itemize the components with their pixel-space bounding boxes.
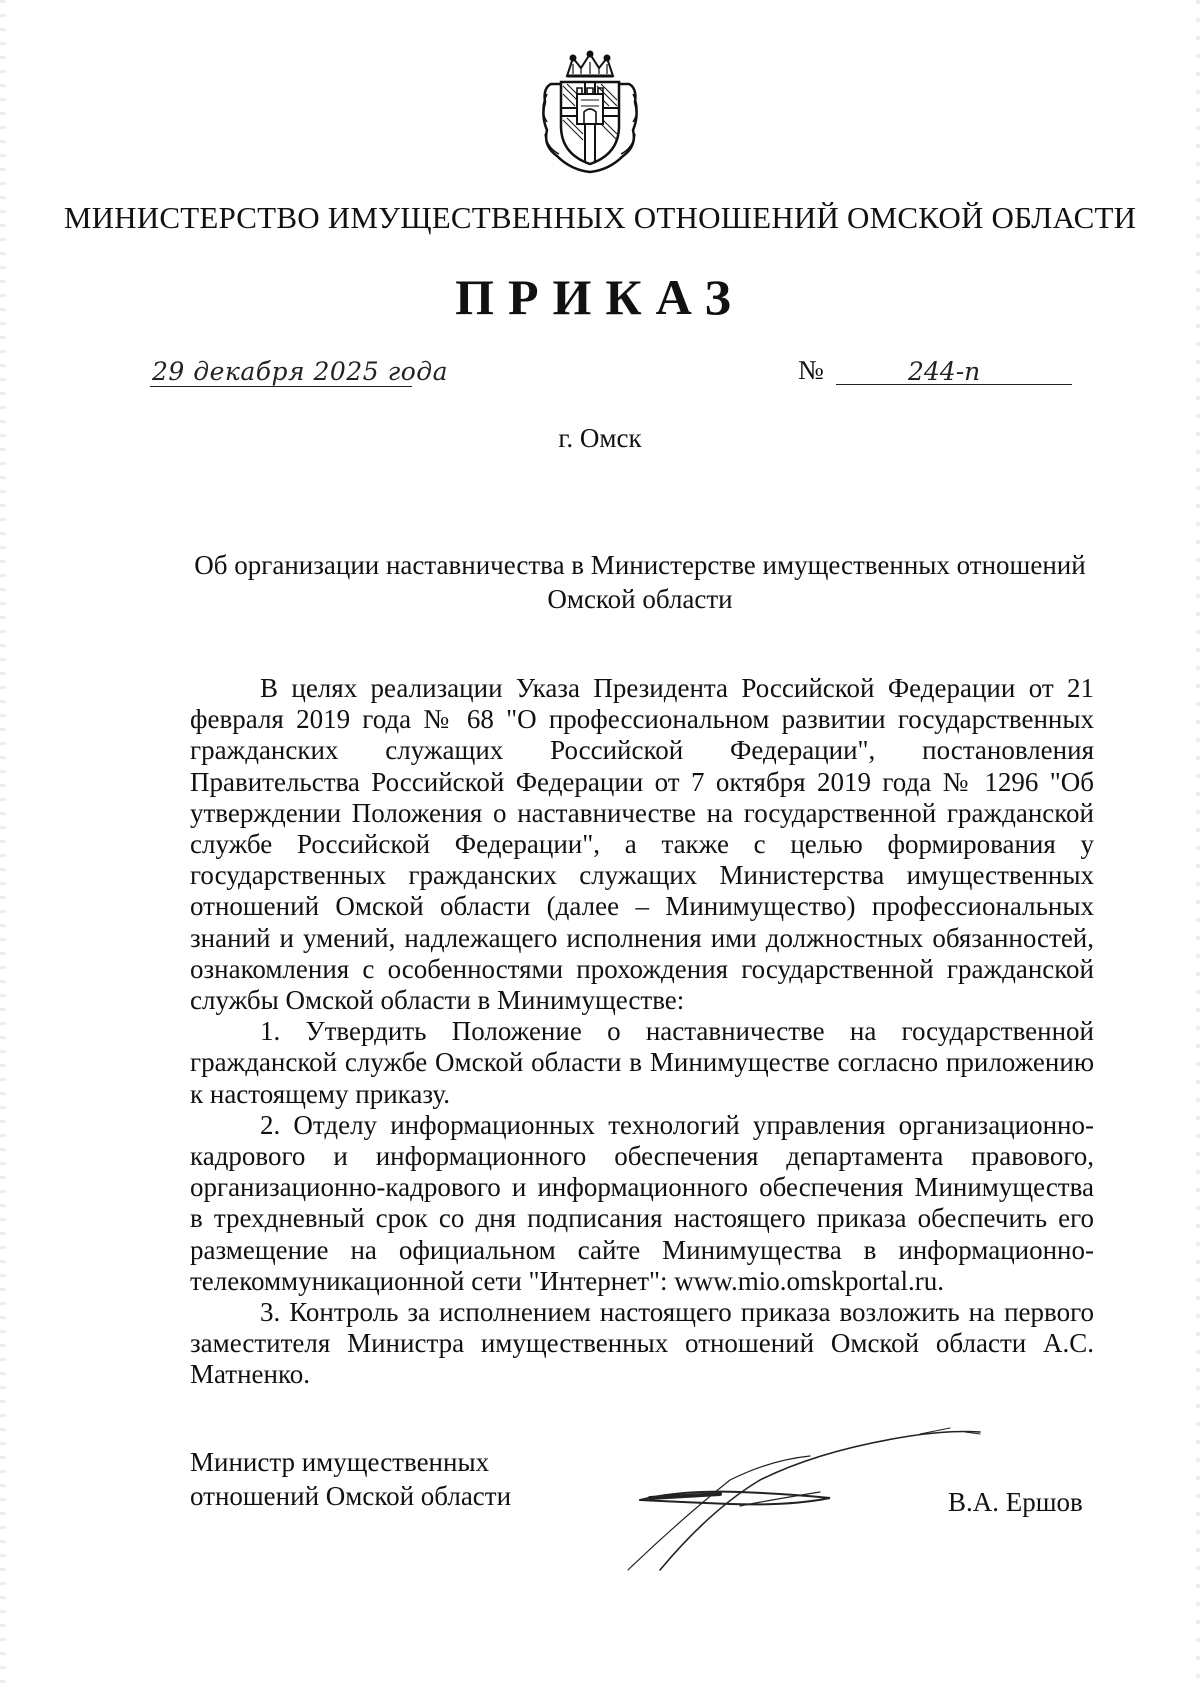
subject-line-1: Об организации наставничества в Министерстве имущественных отношений xyxy=(194,550,1086,580)
document-type-title: ПРИКАЗ xyxy=(455,269,745,325)
order-item-3: 3. Контроль за исполнением настоящего приказа возложить на первого заместителя Министра имущественных отношений Омской области А.С. Матненко. xyxy=(190,1297,1094,1390)
preamble-paragraph: В целях реализации Указа Президента Российской Федерации от 21 февраля 2019 года № 68 "О профессиональном развитии государственных гражданских служащих Российской Федерации", постановления Правительства Российской Федерации от 7 октября 2019 года № 1296 "Об утверждении Положения о наставничестве на государственной гражданской службе Российской Федерации", а также с целью формирования у государственных гражданских служащих Министерства имущественных отношений Омской области (далее – Минимущество) профессиональных знаний и умений, надлежащего исполнения ими должностных обязанностей, ознакомления с особенностями прохождения государственной гражданской службы Омской области в Минимуществе: xyxy=(190,673,1094,1016)
number-underline xyxy=(836,384,1072,385)
order-number: 244-п xyxy=(908,357,981,386)
date-underline xyxy=(150,386,412,387)
order-date: 29 декабря 2025 года xyxy=(152,357,448,386)
signer-title-line-2: отношений Омской области xyxy=(190,1481,512,1511)
signer-name: В.А. Ершов xyxy=(948,1487,1083,1517)
signer-title-line-1: Министр имущественных xyxy=(190,1447,490,1477)
city: г. Омск xyxy=(558,423,642,453)
scan-edge-left xyxy=(0,0,6,1686)
signer-title xyxy=(190,1445,590,1513)
coat-of-arms-icon xyxy=(537,50,643,176)
number-sign: № xyxy=(798,355,824,385)
order-body xyxy=(190,673,1094,1391)
scan-edge-right xyxy=(1196,0,1200,1686)
order-item-2: 2. Отделу информационных технологий управления организационно-кадрового и информационного обеспечения департамента правового, организационно-кадрового и информационного обеспечения Минимущества в трехдневный срок со дня подписания настоящего приказа обеспечить его размещение на официальном сайте Минимущества в информационно-телекоммуникационной сети "Интернет": www.mio.omskportal.ru. xyxy=(190,1109,1094,1296)
order-item-1: 1. Утвердить Положение о наставничестве на государственной гражданской службе Омской области в Минимуществе согласно приложению к настоящему приказу. xyxy=(190,1016,1094,1109)
ministry-name: МИНИСТЕРСТВО ИМУЩЕСТВЕННЫХ ОТНОШЕНИЙ ОМСКОЙ ОБЛАСТИ xyxy=(63,200,1137,235)
subject-line-2: Омской области xyxy=(547,584,733,614)
order-subject xyxy=(180,548,1100,616)
